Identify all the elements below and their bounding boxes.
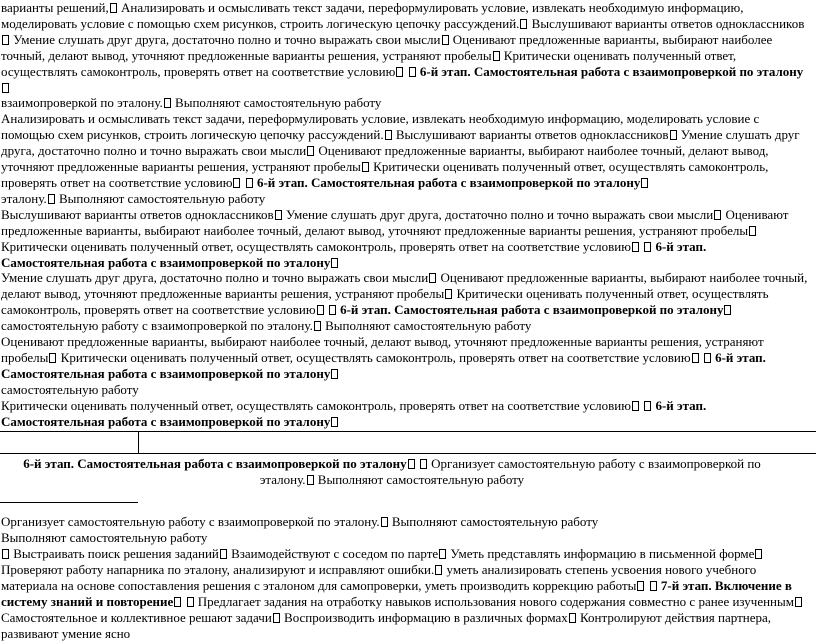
stage-heading: 6-й этап. Самостоятельная работа с взаимопроверкой по эталону: [419, 63, 804, 79]
text-run: Критически оценивать полученный ответ, осуществлять самоконтроль, проверять ответ на соответствие условию: [1, 47, 737, 79]
missing-glyph-icon: [2, 35, 9, 45]
stage-heading: 6-й этап. Самостоятельная работа с взаимопроверкой по эталону: [1, 349, 766, 381]
stage-heading: 6-й этап. Самостоятельная работа с взаимопроверкой по эталону: [23, 456, 407, 472]
document-body-continued: [0, 514, 816, 641]
missing-glyph-icon: [275, 210, 282, 220]
missing-glyph-icon: [644, 242, 651, 252]
missing-glyph-icon: [442, 35, 449, 45]
table-fragment: [0, 430, 816, 504]
text-run: Умение слушать друг друга, достаточно полно и точно выражать свои мысли: [13, 31, 441, 47]
text-run: Выполняют самостоятельную работу: [58, 190, 266, 206]
missing-glyph-icon: [644, 401, 651, 411]
text-run: Анализировать и осмысливать текст задачи, переформулировать условие, извлекать необходимую информацию, моделировать условие с помощью схем рисунков, строить логическую цепочку рассуждений.: [1, 0, 744, 31]
text-run: Критически оценивать полученный ответ, осуществлять самоконтроль, проверять ответ на соответствие условию: [1, 238, 631, 254]
missing-glyph-icon: [362, 162, 369, 172]
paragraph-1: [1, 0, 810, 95]
missing-glyph-icon: [329, 305, 336, 315]
text-run: Проверяют работу напарника по эталону, анализируют и исправляют ошибки.: [1, 562, 435, 578]
missing-glyph-icon: [641, 178, 648, 188]
text-run: Выполняют самостоятельную работу: [1, 530, 208, 546]
paragraph-12: [1, 530, 810, 546]
missing-glyph-icon: [49, 353, 56, 363]
text-run: Выслушивают варианты ответов одноклассников: [395, 127, 669, 143]
table-divider: [138, 431, 139, 453]
missing-glyph-icon: [724, 305, 731, 315]
table-rule: [0, 502, 138, 503]
text-run: Критически оценивать полученный ответ, осуществлять самоконтроль, проверять ответ на соответствие условию: [1, 397, 631, 413]
text-run: уметь анализировать степень усвоения нового учебного материала на основе сопоставления решения с эталоном для самопроверки, уметь производить коррекцию работы: [1, 562, 757, 594]
missing-glyph-icon: [331, 369, 338, 379]
missing-glyph-icon: [408, 459, 415, 469]
text-run: взаимопроверкой по эталону.: [1, 95, 163, 111]
missing-glyph-icon: [331, 417, 338, 427]
text-run: Выстраивать поиск решения заданий: [13, 546, 219, 562]
paragraph-5: [1, 207, 810, 271]
paragraph-10: [1, 398, 810, 430]
table-cell: [8, 456, 776, 488]
stage-heading: 6-й этап. Самостоятельная работа с взаимопроверкой по эталону: [256, 174, 641, 190]
paragraph-8: [1, 334, 810, 382]
missing-glyph-icon: [110, 3, 117, 13]
missing-glyph-icon: [2, 549, 9, 559]
paragraph-2: [1, 95, 810, 111]
missing-glyph-icon: [445, 289, 452, 299]
missing-glyph-icon: [187, 597, 194, 607]
missing-glyph-icon: [233, 178, 240, 188]
paragraph-9: [1, 382, 810, 398]
missing-glyph-icon: [632, 242, 639, 252]
missing-glyph-icon: [520, 19, 527, 29]
text-run: Предлагает задания на отработку навыков использования нового содержания совместно с ранее изученным: [197, 594, 794, 609]
text-run: Критически оценивать полученный ответ, осуществлять самоконтроль, проверять ответ на соответствие условию: [1, 286, 769, 318]
text-run: Оценивают предложенные варианты, выбирают наиболее точный, делают вывод, уточняют предложенные варианты решения, устраняют пробелы: [1, 206, 789, 238]
text-run: Воспроизводить информацию в различных формах: [284, 609, 568, 625]
text-run: Оценивают предложенные варианты, выбирают наиболее точный, делают вывод, уточняют предложенные варианты решения, устраняют пробелы: [1, 31, 773, 63]
paragraph-11: [1, 514, 810, 530]
text-run: самостоятельную работу: [1, 381, 139, 397]
missing-glyph-icon: [439, 549, 446, 559]
missing-glyph-icon: [381, 517, 388, 527]
text-run: Умение слушать друг друга, достаточно полно и точно выражать свои мысли: [285, 206, 714, 222]
missing-glyph-icon: [650, 581, 657, 591]
missing-glyph-icon: [220, 549, 227, 559]
table-rule: [0, 431, 816, 432]
missing-glyph-icon: [435, 565, 442, 575]
text-run: Уметь представлять информацию в письменной форме: [450, 546, 755, 562]
missing-glyph-icon: [493, 51, 500, 61]
missing-glyph-icon: [331, 258, 338, 268]
text-run: Контролируют действия партнера, развивают умение ясно: [1, 609, 771, 641]
missing-glyph-icon: [420, 459, 427, 469]
missing-glyph-icon: [795, 597, 802, 607]
missing-glyph-icon: [174, 597, 181, 607]
missing-glyph-icon: [314, 321, 321, 331]
missing-glyph-icon: [670, 130, 677, 140]
missing-glyph-icon: [317, 305, 324, 315]
text-run: Выполняют самостоятельную работу: [175, 95, 382, 111]
text-run: Критически оценивать полученный ответ, осуществлять самоконтроль, проверять ответ на соответствие условию: [1, 159, 769, 190]
paragraph-4: [1, 191, 810, 207]
text-run: Выслушивают варианты ответов одноклассников: [531, 15, 805, 31]
missing-glyph-icon: [48, 194, 55, 204]
missing-glyph-icon: [755, 549, 762, 559]
table-rule: [0, 453, 816, 454]
stage-heading: 6-й этап. Самостоятельная работа с взаимопроверкой по эталону: [1, 397, 707, 429]
text-run: Оценивают предложенные варианты, выбирают наиболее точный, делают вывод, уточняют предложенные варианты решения, устраняют пробелы: [1, 270, 808, 302]
text-run: самостоятельную работу с взаимопроверкой по эталону.: [1, 318, 313, 334]
text-run: Оценивают предложенные варианты, выбирают наиболее точный, делают вывод, уточняют предложенные варианты решения, устраняют пробелы: [1, 143, 769, 175]
missing-glyph-icon: [692, 353, 699, 363]
missing-glyph-icon: [569, 613, 576, 623]
stage-heading: 6-й этап. Самостоятельная работа с взаимопроверкой по эталону: [1, 238, 707, 270]
missing-glyph-icon: [409, 67, 416, 77]
text-run: Выполняют самостоятельную работу: [317, 472, 525, 488]
missing-glyph-icon: [307, 475, 314, 485]
missing-glyph-icon: [2, 83, 9, 93]
text-run: Выполняют самостоятельную работу: [325, 318, 532, 334]
missing-glyph-icon: [632, 401, 639, 411]
missing-glyph-icon: [429, 273, 436, 283]
text-run: Оценивают предложенные варианты, выбирают наиболее точный, делают вывод, уточняют предложенные варианты решения, устраняют пробелы: [1, 334, 764, 365]
missing-glyph-icon: [396, 67, 403, 77]
stage-heading: 7-й этап. Включение в систему знаний и повторение: [1, 578, 792, 609]
text-run: эталону.: [1, 190, 47, 206]
text-run: Умение слушать друг друга, достаточно полно и точно выражать свои мысли: [1, 127, 800, 159]
missing-glyph-icon: [246, 178, 253, 188]
missing-glyph-icon: [164, 98, 171, 108]
paragraph-3: [1, 111, 810, 191]
missing-glyph-icon: [273, 613, 280, 623]
missing-glyph-icon: [704, 353, 711, 363]
paragraph-6: [1, 270, 810, 318]
paragraph-13: [1, 546, 810, 641]
text-run: Организует самостоятельную работу с взаимопроверкой по эталону.: [1, 514, 380, 530]
text-run: варианты решений,: [1, 0, 109, 15]
text-run: Взаимодействуют с соседом по парте: [231, 546, 439, 562]
text-run: Организует самостоятельную работу с взаимопроверкой по эталону.: [259, 456, 761, 488]
missing-glyph-icon: [385, 130, 392, 140]
text-run: Критически оценивать полученный ответ, осуществлять самоконтроль, проверять ответ на соответствие условию: [60, 349, 691, 365]
text-run: Выполняют самостоятельную работу: [391, 514, 599, 530]
missing-glyph-icon: [637, 581, 644, 591]
missing-glyph-icon: [307, 146, 314, 156]
missing-glyph-icon: [749, 226, 756, 236]
text-run: Самостоятельное и коллективное решают задачи: [1, 609, 272, 625]
paragraph-7: [1, 318, 810, 334]
stage-heading: 6-й этап. Самостоятельная работа с взаимопроверкой по эталону: [340, 302, 724, 318]
text-run: Выслушивают варианты ответов одноклассников: [1, 206, 274, 222]
text-run: Анализировать и осмысливать текст задачи, переформулировать условие, извлекать необходимую информацию, моделировать условие с помощью схем рисунков, строить логическую цепочку рассуждений.: [1, 111, 760, 143]
text-run: Умение слушать друг друга, достаточно полно и точно выражать свои мысли: [1, 270, 429, 286]
missing-glyph-icon: [714, 210, 721, 220]
